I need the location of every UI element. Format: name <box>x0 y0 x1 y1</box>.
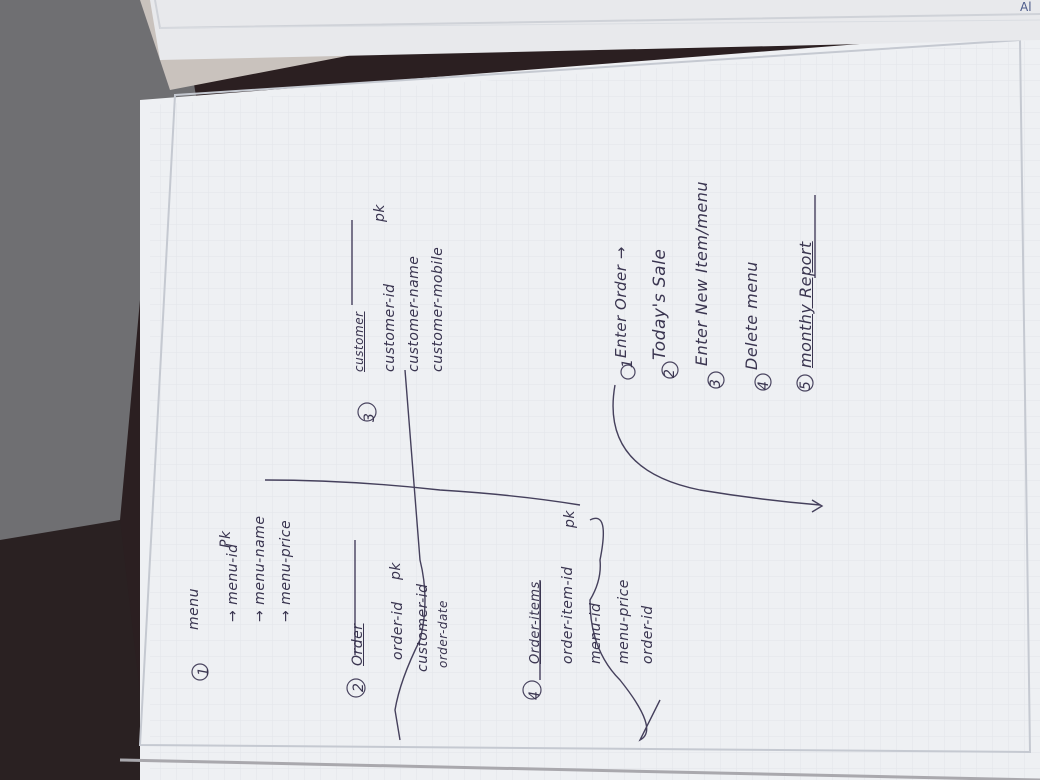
option-1-number: 1 <box>620 358 636 368</box>
section4-field-0: order-item-id <box>560 566 576 664</box>
section1-title: menu <box>186 588 202 630</box>
section3-field-1: customer-name <box>406 255 422 372</box>
option-5-number: 5 <box>798 380 814 390</box>
section3-number: 3 <box>362 412 378 422</box>
option-3-label: Enter New Item/menu <box>692 180 711 366</box>
section2-title: Order <box>350 623 366 666</box>
section4-title: Order-items <box>528 581 543 664</box>
option-2-number: 2 <box>662 368 678 378</box>
section2-field-2: order-date <box>436 600 450 668</box>
arrowhead <box>812 500 822 512</box>
section1-pk: Pk <box>218 530 234 548</box>
connector-options <box>613 385 820 505</box>
section2-pk: pk <box>388 562 404 580</box>
section3-field-0: customer-id <box>382 283 398 372</box>
section2-field-0: order-id <box>390 601 406 660</box>
section3-title: customer <box>352 311 366 372</box>
option-3-number: 3 <box>708 378 724 388</box>
section4-field-2: menu-price <box>616 579 632 664</box>
connector-order-customer <box>395 370 425 740</box>
option-5-label: monthy Report <box>796 241 815 368</box>
section1-number: 1 <box>196 666 212 676</box>
section4-field-3: order-id <box>640 605 656 664</box>
section3-pk: pk <box>372 204 388 222</box>
section2-number: 2 <box>351 682 367 692</box>
section3-field-2: customer-mobile <box>430 246 446 372</box>
corner-label: Al <box>1020 0 1032 14</box>
section4-number: 4 <box>527 690 543 700</box>
section1-field-0: → menu-id <box>225 543 241 622</box>
option-1-label: Enter Order → <box>612 246 630 358</box>
option-4-number: 4 <box>756 380 772 390</box>
option-2-label: Today's Sale <box>650 248 670 360</box>
connector-horizontal <box>265 480 580 505</box>
section2-field-1: customer-id <box>415 583 431 672</box>
option-4-label: Delete menu <box>742 261 761 370</box>
section1-field-2: → menu-price <box>278 519 294 622</box>
section4-pk: pk <box>562 510 578 528</box>
section4-field-1: menu-id <box>588 602 604 664</box>
section1-field-1: → menu-name <box>252 515 268 622</box>
